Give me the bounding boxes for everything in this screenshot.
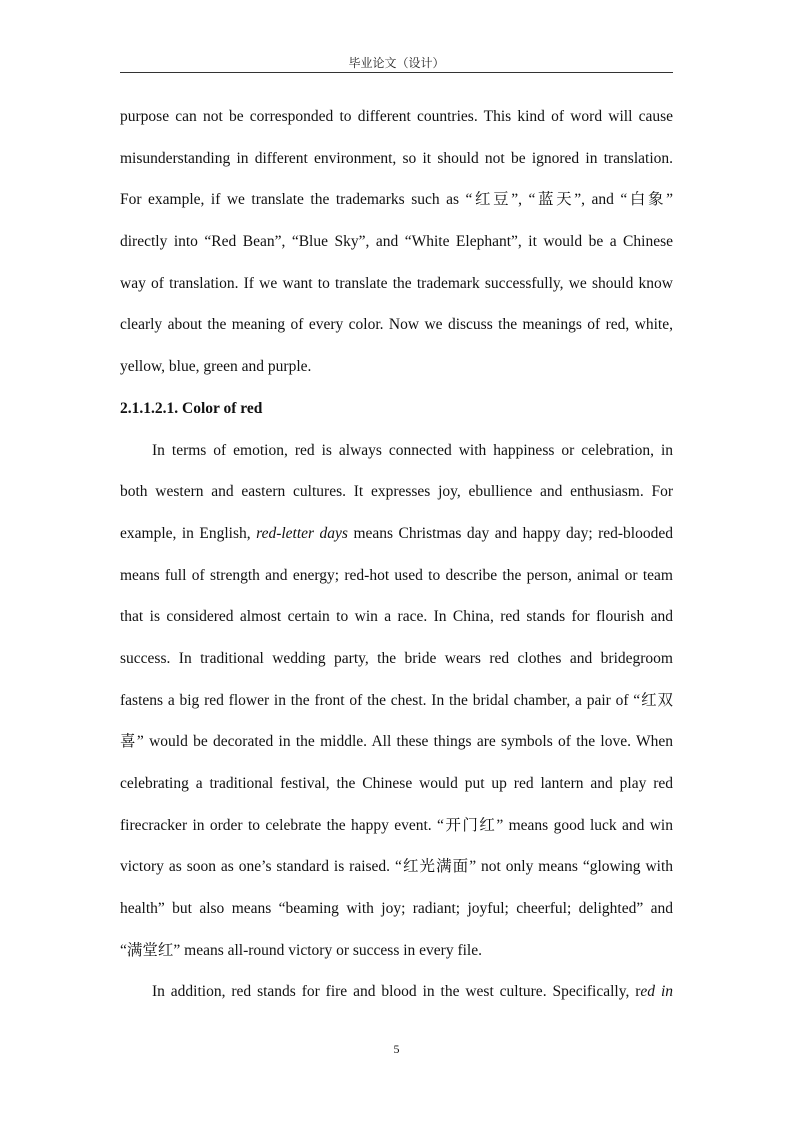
text-line: fastens a big red flower in the front of the chest. In the bridal chamber, a pair of “红双	[120, 691, 673, 709]
text-line: celebrating a traditional festival, the Chinese would put up red lantern and play red	[120, 775, 673, 792]
page-number: 5	[393, 1042, 400, 1056]
text-line: way of translation. If we want to translate the trademark successfully, we should know	[120, 274, 673, 292]
text-line: “满堂红” means all-round victory or success in every file.	[120, 941, 482, 959]
text-line: In terms of emotion, red is always connected with happiness or celebration, in	[152, 441, 673, 459]
text-line	[120, 980, 673, 1022]
text-line: success. In traditional wedding party, the bride wears red clothes and bridegroom	[120, 649, 673, 667]
text-line: clearly about the meaning of every color. Now we discuss the meanings of red, white,	[120, 316, 673, 334]
text-line: health” but also means “beaming with joy; radiant; joyful; cheerful; delighted” and	[120, 900, 673, 918]
text-line: yellow, blue, green and purple.	[120, 358, 312, 376]
italic-term: ed in	[640, 983, 673, 1001]
text-run: In addition, red stands for fire and blood in the west culture. Specifically, r	[152, 983, 641, 1001]
text-line: victory as soon as one’s standard is raised. “红光满面” not only means “glowing with	[120, 858, 673, 876]
text-line: means full of strength and energy; red-hot used to describe the person, animal or team	[120, 566, 673, 584]
text-line: that is considered almost certain to win a race. In China, red stands for flourish and	[120, 608, 673, 626]
text-line	[120, 522, 673, 564]
italic-term: red-letter days	[256, 524, 348, 542]
text-run: means Christmas day and happy day; red-blooded	[347, 524, 673, 542]
text-line: 喜” would be decorated in the middle. All these things are symbols of the love. When	[120, 733, 673, 751]
text-line: firecracker in order to celebrate the happy event. “开门红” means good luck and win	[120, 816, 673, 834]
document-body	[120, 105, 673, 1022]
text-line: For example, if we translate the trademarks such as “红豆”, “蓝天”, and “白象”	[120, 191, 673, 209]
running-header: 毕业论文（设计）	[348, 56, 445, 70]
section-heading: 2.1.1.2.1. Color of red	[120, 399, 263, 417]
header-rule	[120, 72, 673, 73]
text-line: both western and eastern cultures. It expresses joy, ebullience and enthusiasm. For	[120, 483, 673, 501]
text-line: misunderstanding in different environment, so it should not be ignored in translation.	[120, 149, 673, 167]
text-run: example, in English,	[120, 524, 257, 542]
text-line: directly into “Red Bean”, “Blue Sky”, and “White Elephant”, it would be a Chinese	[120, 233, 673, 251]
text-line: purpose can not be corresponded to different countries. This kind of word will cause	[120, 108, 673, 125]
